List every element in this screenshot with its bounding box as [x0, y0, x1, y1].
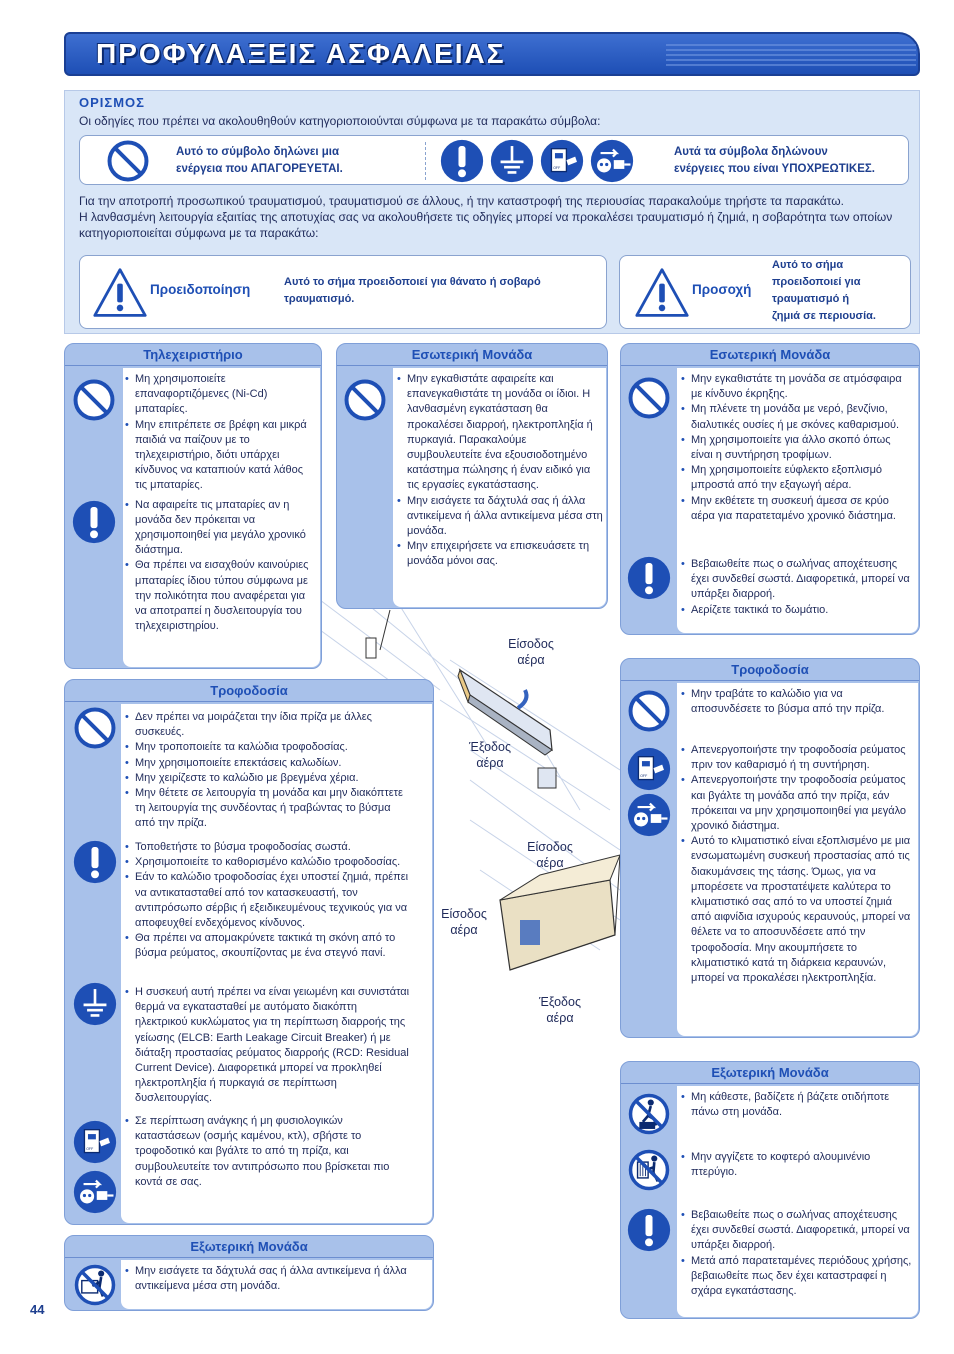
panel-remote-control — [64, 343, 322, 669]
symbols-box — [79, 135, 909, 185]
list-item: • Μη χρησιμοποιείτε για άλλο σκοπό όπως είναι η συντήρηση τροφίμων. — [681, 433, 915, 463]
list-item: • Χρησιμοποιείτε το καθορισμένο καλώδιο τροφοδοσίας. — [125, 855, 411, 870]
list-item: • Μην χρησιμοποιείτε επεκτάσεις καλωδίων. — [125, 756, 411, 771]
warning-label: Προειδοποίηση — [150, 282, 251, 297]
diagram-label-inlet-2: Είσοδος αέρα — [527, 840, 573, 870]
caution-box — [619, 255, 911, 329]
list-item: • Απενεργοποιήστε την τροφοδοσία ρεύματος και βγάλτε τη μονάδα από την πρίζα, εάν πρόκειται να μην χρησιμοποιηθεί για μεγάλο χρονικό διάστημα. — [681, 773, 915, 834]
prohibited-note — [176, 144, 343, 178]
definition-intro: Οι οδηγίες που πρέπει να ακολουθηθούν κατηγοριοποιούνται σύμφωνα με τα παρακάτω σύμβολα: — [79, 114, 601, 128]
indoor-right-list-mandatory — [681, 557, 915, 618]
list-item: • Μη χρησιμοποιείτε εύφλεκτο εξοπλισμό μπροστά από την εξαγωγή αέρα. — [681, 463, 915, 493]
list-item: • Δεν πρέπει να μοιράζεται την ίδια πρίζα με άλλες συσκευές. — [125, 710, 411, 740]
panel-indoor-unit-left — [336, 343, 608, 609]
caution-text-line4: ζημιά σε περιουσία. — [772, 310, 876, 322]
remote-drawing — [366, 638, 376, 658]
mandatory-icon — [73, 840, 117, 884]
outdoor-left-list — [125, 1264, 411, 1294]
list-item: • Μη κάθεστε, βαδίζετε ή βάζετε οτιδήποτε πάνω στη μονάδα. — [681, 1090, 915, 1120]
list-item: • Να αφαιρείτε τις μπαταρίες αν η μονάδα δεν πρόκειται να χρησιμοποιηθεί για μεγάλο χρονικό διάστημα. — [125, 498, 317, 559]
power-left-list-unplug — [125, 1114, 411, 1190]
list-item: • Μη πλένετε τη μονάδα με νερό, βενζίνιο, διαλυτικές ουσίες ή με σκόνες καθαρισμού. — [681, 402, 915, 432]
list-item: • Τοποθετήστε το βύσμα τροφοδοσίας σωστά. — [125, 840, 411, 855]
power-left-list-ground — [125, 985, 411, 1107]
list-item: • Εάν το καλώδιο τροφοδοσίας έχει υποστεί ζημιά, πρέπει να αντικατασταθεί από τον κατασκευαστή, τον αντιπρόσωπο σέρβις ή εξειδικευμένους τεχνικούς για να αποφευχθεί ενδεχόμενος κίνδυνος. — [125, 870, 411, 931]
panel-outdoor-unit-left — [64, 1235, 434, 1311]
caution-text-line1: Αυτό το σήμα — [772, 259, 844, 271]
list-item: • Μην χειρίζεστε το καλώδιο με βρεγμένα χέρια. — [125, 771, 411, 786]
power-left-list-mandatory — [125, 840, 411, 962]
caution-triangle-icon — [634, 266, 690, 320]
list-item: • Μετά από παρατεταμένες περιόδους χρήσης, βεβαιωθείτε πως δεν έχει καταστραφεί η σχάρα εγκατάστασης. — [681, 1254, 915, 1300]
list-item: • Μην επιχειρήσετε να επισκευάσετε τη μονάδα μόνοι σας. — [397, 539, 603, 569]
mandatory-icon — [72, 500, 116, 544]
ground-icon — [73, 982, 117, 1026]
panel-outdoor-right-title: Εξωτερική Μονάδα — [621, 1065, 919, 1084]
unplug-icon — [627, 793, 671, 837]
definition-paragraph-line3: κατηγοριοποιείται σύμφωνα με τα παρακάτω: — [79, 226, 319, 240]
page-title-banner — [64, 32, 920, 76]
panel-outdoor-unit-right — [620, 1061, 920, 1319]
ground-icon — [490, 139, 534, 183]
prohibited-note-line2: ενέργεια που ΑΠΑΓΟΡΕΥΕΤΑΙ. — [176, 163, 343, 175]
list-item: • Απενεργοποιήστε την τροφοδοσία ρεύματος πριν τον καθαρισμό ή τη συντήρηση. — [681, 743, 915, 773]
unplug-icon — [590, 139, 634, 183]
warning-text-line2: τραυματισμό. — [284, 293, 355, 305]
warning-text — [284, 274, 541, 308]
prohibit-icon — [73, 706, 117, 750]
symbols-divider — [425, 142, 426, 180]
power-switch-icon — [627, 747, 671, 791]
list-item: • Θα πρέπει να εισαχθούν καινούριες μπαταρίες ίδιου τύπου σύμφωνα με την πολικότητα που αναφέρεται για να αποτραπεί η δυσλειτουργία του τηλεχειριστηρίου. — [125, 558, 317, 634]
power-switch-icon — [73, 1120, 117, 1164]
warning-text-line1: Αυτό το σήμα προειδοποιεί για θάνατο ή σοβαρό — [284, 276, 541, 288]
unplug-icon — [73, 1170, 117, 1214]
indoor-right-list-prohibit — [681, 372, 915, 524]
prohibit-icon — [627, 376, 671, 420]
caution-text — [772, 257, 876, 325]
definition-paragraph-line2: Η λανθασμένη λειτουργία εξαιτίας της αποτυχίας σας να ακολουθήσετε τις οδηγίες μπορεί να προκαλέσει τραυματισμό ή ζημιά, η σοβαρότητα των οποίων — [79, 210, 893, 224]
list-item: • Μην τροποποιείτε τα καλώδια τροφοδοσίας. — [125, 740, 411, 755]
no-fingers-icon — [73, 1263, 117, 1307]
list-item: • Αερίζετε τακτικά το δωμάτιο. — [681, 603, 915, 618]
outdoor-unit-drawing — [500, 855, 620, 970]
mandatory-note-line1: Αυτά τα σύμβολα δηλώνουν — [674, 146, 828, 158]
prohibit-icon — [343, 378, 387, 422]
list-item: • Μην εισάγετε τα δάχτυλά σας ή άλλα αντικείμενα ή άλλα αντικείμενα μέσα στη μονάδα. — [397, 494, 603, 540]
warning-box — [79, 255, 607, 329]
diagram-label-inlet-3: Είσοδος αέρα — [441, 907, 487, 937]
list-item: • Μην τραβάτε το καλώδιο για να αποσυνδέσετε το βύσμα από την πρίζα. — [681, 687, 915, 717]
caution-text-line3: τραυματισμό ή — [772, 293, 850, 305]
panel-power-supply-left — [64, 679, 434, 1225]
panel-power-right-title: Τροφοδοσία — [621, 662, 919, 681]
power-left-list-prohibit — [125, 710, 411, 832]
outdoor-right-list-fin — [681, 1150, 915, 1180]
list-item: • Βεβαιωθείτε πως ο σωλήνας αποχέτευσης έχει συνδεθεί σωστά. Διαφορετικά, μπορεί να υπάρξει διαρροή. — [681, 557, 915, 603]
diagram-label-outlet-2: Έξοδος αέρα — [539, 995, 581, 1025]
panel-indoor-right-title: Εσωτερική Μονάδα — [621, 347, 919, 366]
prohibited-note-line1: Αυτό το σύμβολο δηλώνει μια — [176, 146, 340, 158]
panel-remote-title: Τηλεχειριστήριο — [65, 347, 321, 366]
panel-indoor-left-title: Εσωτερική Μονάδα — [337, 347, 607, 366]
list-item: • Μην θέτετε σε λειτουργία τη μονάδα και μην διακόπτετε τη λειτουργία της συνδέοντας ή τραβώντας το βύσμα από την πρίζα. — [125, 786, 411, 832]
list-item: • Μην εκθέτετε τη συσκευή άμεσα σε κρύο αέρα για παρατεταμένο χρονικό διάστημα. — [681, 494, 915, 524]
warning-triangle-icon — [92, 266, 148, 320]
power-switch-icon — [540, 139, 584, 183]
panel-indoor-unit-right — [620, 343, 920, 635]
outdoor-right-list-sit — [681, 1090, 915, 1120]
no-sitting-icon — [627, 1092, 671, 1136]
panel-power-supply-right — [620, 658, 920, 1038]
list-item: • Μη χρησιμοποιείτε επαναφορτιζόμενες (Ni-Cd) μπαταρίες. — [125, 372, 317, 418]
diagram-label-inlet-1: Είσοδος αέρα — [508, 637, 554, 667]
definition-paragraph-line1: Για την αποτροπή προσωπικού τραυματισμού, τραυματισμού σε άλλους, ή την καταστροφή της περιουσίας παρακαλούμε τηρήστε τα παρακάτω. — [79, 194, 844, 208]
mandatory-icon — [627, 1208, 671, 1252]
mandatory-note-line2: ενέργειες που είναι ΥΠΟΧΡΕΩΤΙΚΕΣ. — [674, 163, 875, 175]
prohibit-icon — [106, 139, 150, 183]
panel-outdoor-left-title: Εξωτερική Μονάδα — [65, 1239, 433, 1258]
prohibit-icon — [72, 378, 116, 422]
title-decoration — [666, 44, 916, 66]
mandatory-icon — [440, 139, 484, 183]
list-item: • Θα πρέπει να απομακρύνετε τακτικά τη σκόνη από το βύσμα ρεύματος, σκουπίζοντας με ένα στεγνό πανί. — [125, 931, 411, 961]
list-item: • Μην εισάγετε τα δάχτυλά σας ή άλλα αντικείμενα ή άλλα αντικείμενα μέσα στη μονάδα. — [125, 1264, 411, 1294]
caution-text-line2: προειδοποιεί για — [772, 276, 861, 288]
no-touch-fin-icon — [627, 1148, 671, 1192]
outdoor-right-list-mandatory — [681, 1208, 915, 1299]
list-item: • Η συσκευή αυτή πρέπει να είναι γειωμένη και συνιστάται θερμά να εγκατασταθεί με αυτόματο διακόπτη ηλεκτρικού κυκλώματος για τη περίπτωση διαρροής της γείωσης (ELCB: Earth Leakage Circuit Breaker) ή με διάταξη προστασίας ρεύματος διαρροής (RCD: Residual Current Device). Διαφορετικά μπορεί να προκληθεί ηλεκτροπληξία ή πυρκαγιά σε περίπτωση δυσλειτουργίας. — [125, 985, 411, 1107]
power-right-list-prohibit — [681, 687, 915, 717]
list-item: • Μην επιτρέπετε σε βρέφη και μικρά παιδιά να παίζουν με το τηλεχειριστήριο, διότι υπάρχει κίνδυνος να καταπιούν κατά λάθος τις μπαταρίες. — [125, 418, 317, 494]
list-item: • Αυτό το κλιματιστικό είναι εξοπλισμένο με μια ενσωματωμένη συσκευή προστασίας από τις διακυμάνσεις της τάσης. Όμως, για να μπορέσετε να προστατέψετε καλύτερα το κλιματιστικό σας από το να υποστεί ζημιά από αιφνίδια ισχυρούς κεραυνούς, μπορεί να θέλετε να το αποσυνδέσετε από την τροφοδοσία. Μην ακουμπήσετε το κλιματιστικό κατά τη διάρκεια κεραυνών, μπορεί να προκαλέσει ηλεκτροπληξία. — [681, 834, 915, 986]
mandatory-note — [674, 144, 875, 178]
page-title: ΠΡΟΦΥΛΑΞΕΙΣ ΑΣΦΑΛΕΙΑΣ — [96, 38, 506, 69]
definition-heading: ΟΡΙΣΜΟΣ — [79, 95, 145, 110]
indoor-left-list — [397, 372, 603, 570]
pipe-connector-drawing — [538, 768, 556, 788]
list-item: • Μην εγκαθιστάτε τη μονάδα σε ατμόσφαιρα με κίνδυνο έκρηξης. — [681, 372, 915, 402]
list-item: • Μην εγκαθιστάτε αφαιρείτε και επανεγκαθιστάτε τη μονάδα οι ίδιοι. Η λανθασμένη εγκατάσταση θα προκαλέσει διαρροή, ηλεκτροπληξία ή πυρκαγιά. Παρακαλούμε συμβουλευτείτε ένα εξουσιοδοτημένο κατάστημα πώλησης ή έναν ειδικό για τις εργασίες εγκατάστασης. — [397, 372, 603, 494]
list-item: • Σε περίπτωση ανάγκης ή μη φυσιολογικών καταστάσεων (οσμής καμένου, κτλ), σβήστε το τροφοδοτικό και βγάλτε το από τη πρίζα, και συμβουλευτείτε τον αντιπρόσωπο που βρίσκεται πιο κοντά σε σας. — [125, 1114, 411, 1190]
definition-section — [64, 90, 920, 334]
caution-label: Προσοχή — [692, 282, 752, 297]
remote-list — [125, 372, 317, 634]
mandatory-icon — [627, 556, 671, 600]
power-right-list-mandatory — [681, 743, 915, 986]
prohibit-icon — [627, 689, 671, 733]
list-item: • Μην αγγίζετε το κοφτερό αλουμινένιο πτερύγιο. — [681, 1150, 915, 1180]
diagram-label-outlet-1: Έξοδος αέρα — [469, 740, 511, 770]
panel-power-left-title: Τροφοδοσία — [65, 683, 433, 702]
list-item: • Βεβαιωθείτε πως ο σωλήνας αποχέτευσης έχει συνδεθεί σωστά. Διαφορετικά, μπορεί να υπάρξει διαρροή. — [681, 1208, 915, 1254]
page-number: 44 — [30, 1302, 45, 1317]
definition-paragraph — [79, 193, 909, 241]
